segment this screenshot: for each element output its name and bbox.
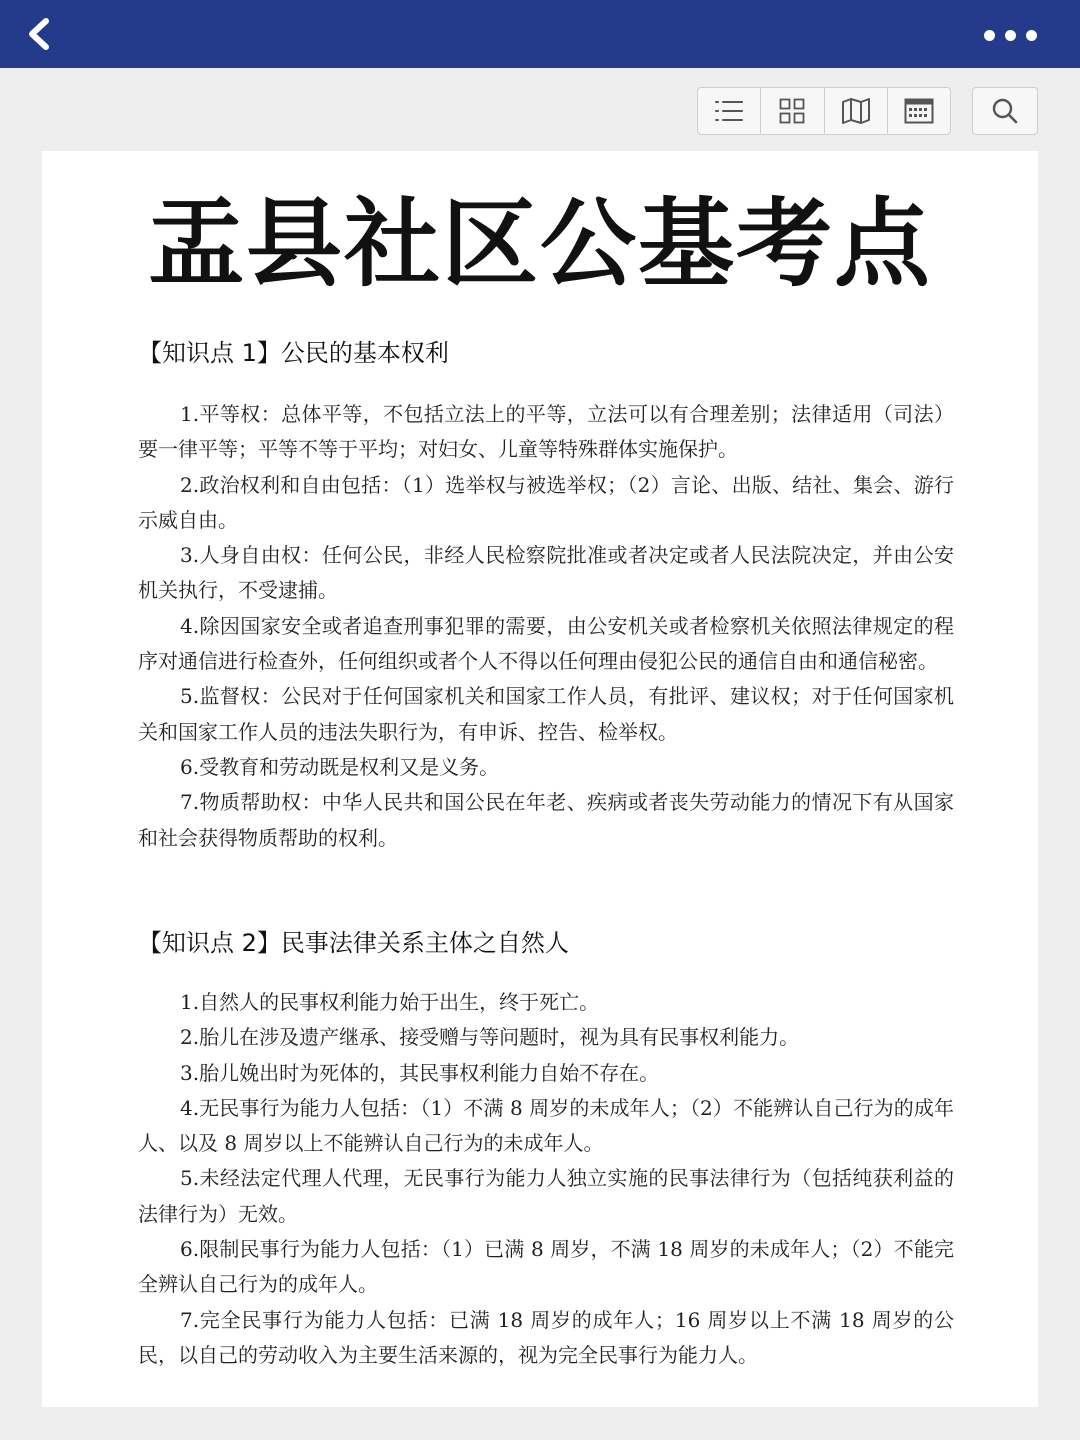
paragraph: 7.完全民事行为能力人包括：已满 18 周岁的成年人；16 周岁以上不满 18 周岁的公民，以自己的劳动收入为主要生活来源的，视为完全民事行为能力人。 bbox=[138, 1307, 954, 1367]
page-title: 盂县社区公基考点 bbox=[148, 188, 932, 300]
view-toolbar bbox=[697, 87, 951, 135]
paragraph: 3.人身自由权：任何公民，非经人民检察院批准或者决定或者人民法院决定，并由公安机关执行，不受逮捕。 bbox=[138, 543, 954, 603]
list-view-button[interactable] bbox=[698, 88, 761, 134]
paragraph: 5.未经法定代理人代理，无民事行为能力人独立实施的民事法律行为（包括纯获利益的法律行为）无效。 bbox=[138, 1166, 954, 1226]
paragraph: 4.除因国家安全或者追查刑事犯罪的需要，由公安机关或者检察机关依照法律规定的程序对通信进行检查外，任何组织或者个人不得以任何理由侵犯公民的通信自由和通信秘密。 bbox=[138, 613, 954, 674]
paragraph: 7.物质帮助权：中华人民共和国公民在年老、疾病或者丧失劳动能力的情况下有从国家和社会获得物质帮助的权利。 bbox=[138, 790, 954, 850]
paragraph: 6.受教育和劳动既是权利又是义务。 bbox=[180, 754, 500, 779]
more-dots-icon bbox=[1026, 30, 1037, 41]
paragraph: 2.胎儿在涉及遗产继承、接受赠与等问题时，视为具有民事权利能力。 bbox=[180, 1025, 800, 1050]
map-icon bbox=[841, 97, 871, 125]
paragraph: 6.限制民事行为能力人包括：（1）已满 8 周岁，不满 18 周岁的未成年人；（2）不能完全辨认自己行为的成年人。 bbox=[138, 1237, 954, 1297]
grid-icon bbox=[779, 98, 805, 124]
section-heading-2: 【知识点 2】民事法律关系主体之自然人 bbox=[138, 929, 569, 957]
paragraph: 1.平等权：总体平等，不包括立法上的平等，立法可以有合理差别；法律适用（司法）要一律平等；平等不等于平均；对妇女、儿童等特殊群体实施保护。 bbox=[138, 402, 954, 462]
paragraph: 4.无民事行为能力人包括：（1）不满 8 周岁的未成年人；（2）不能辨认自己行为的成年人、以及 8 周岁以上不能辨认自己行为的未成年人。 bbox=[138, 1095, 954, 1156]
calendar-view-button[interactable] bbox=[888, 88, 950, 134]
top-bar bbox=[0, 0, 1080, 68]
map-view-button[interactable] bbox=[825, 88, 888, 134]
calendar-icon bbox=[904, 98, 934, 124]
back-button[interactable] bbox=[18, 12, 62, 56]
section-body-2 bbox=[138, 985, 954, 1373]
more-button[interactable] bbox=[980, 22, 1040, 48]
paragraph: 3.胎儿娩出时为死体的，其民事权利能力自始不存在。 bbox=[180, 1060, 660, 1085]
list-icon bbox=[714, 99, 744, 123]
paragraph: 2.政治权利和自由包括：（1）选举权与被选举权；（2）言论、出版、结社、集会、游行示威自由。 bbox=[138, 472, 954, 532]
search-icon bbox=[991, 97, 1019, 125]
document-page bbox=[42, 151, 1038, 1407]
section-body-1 bbox=[138, 397, 954, 856]
more-dots-icon bbox=[984, 30, 995, 41]
section-heading-1: 【知识点 1】公民的基本权利 bbox=[138, 339, 449, 367]
more-dots-icon bbox=[1005, 30, 1016, 41]
paragraph: 5.监督权：公民对于任何国家机关和国家工作人员，有批评、建议权；对于任何国家机关和国家工作人员的违法失职行为，有申诉、控告、检举权。 bbox=[138, 684, 954, 744]
paragraph: 1.自然人的民事权利能力始于出生，终于死亡。 bbox=[180, 990, 600, 1014]
grid-view-button[interactable] bbox=[761, 88, 824, 134]
search-button[interactable] bbox=[972, 87, 1038, 135]
chevron-left-icon bbox=[18, 12, 62, 56]
